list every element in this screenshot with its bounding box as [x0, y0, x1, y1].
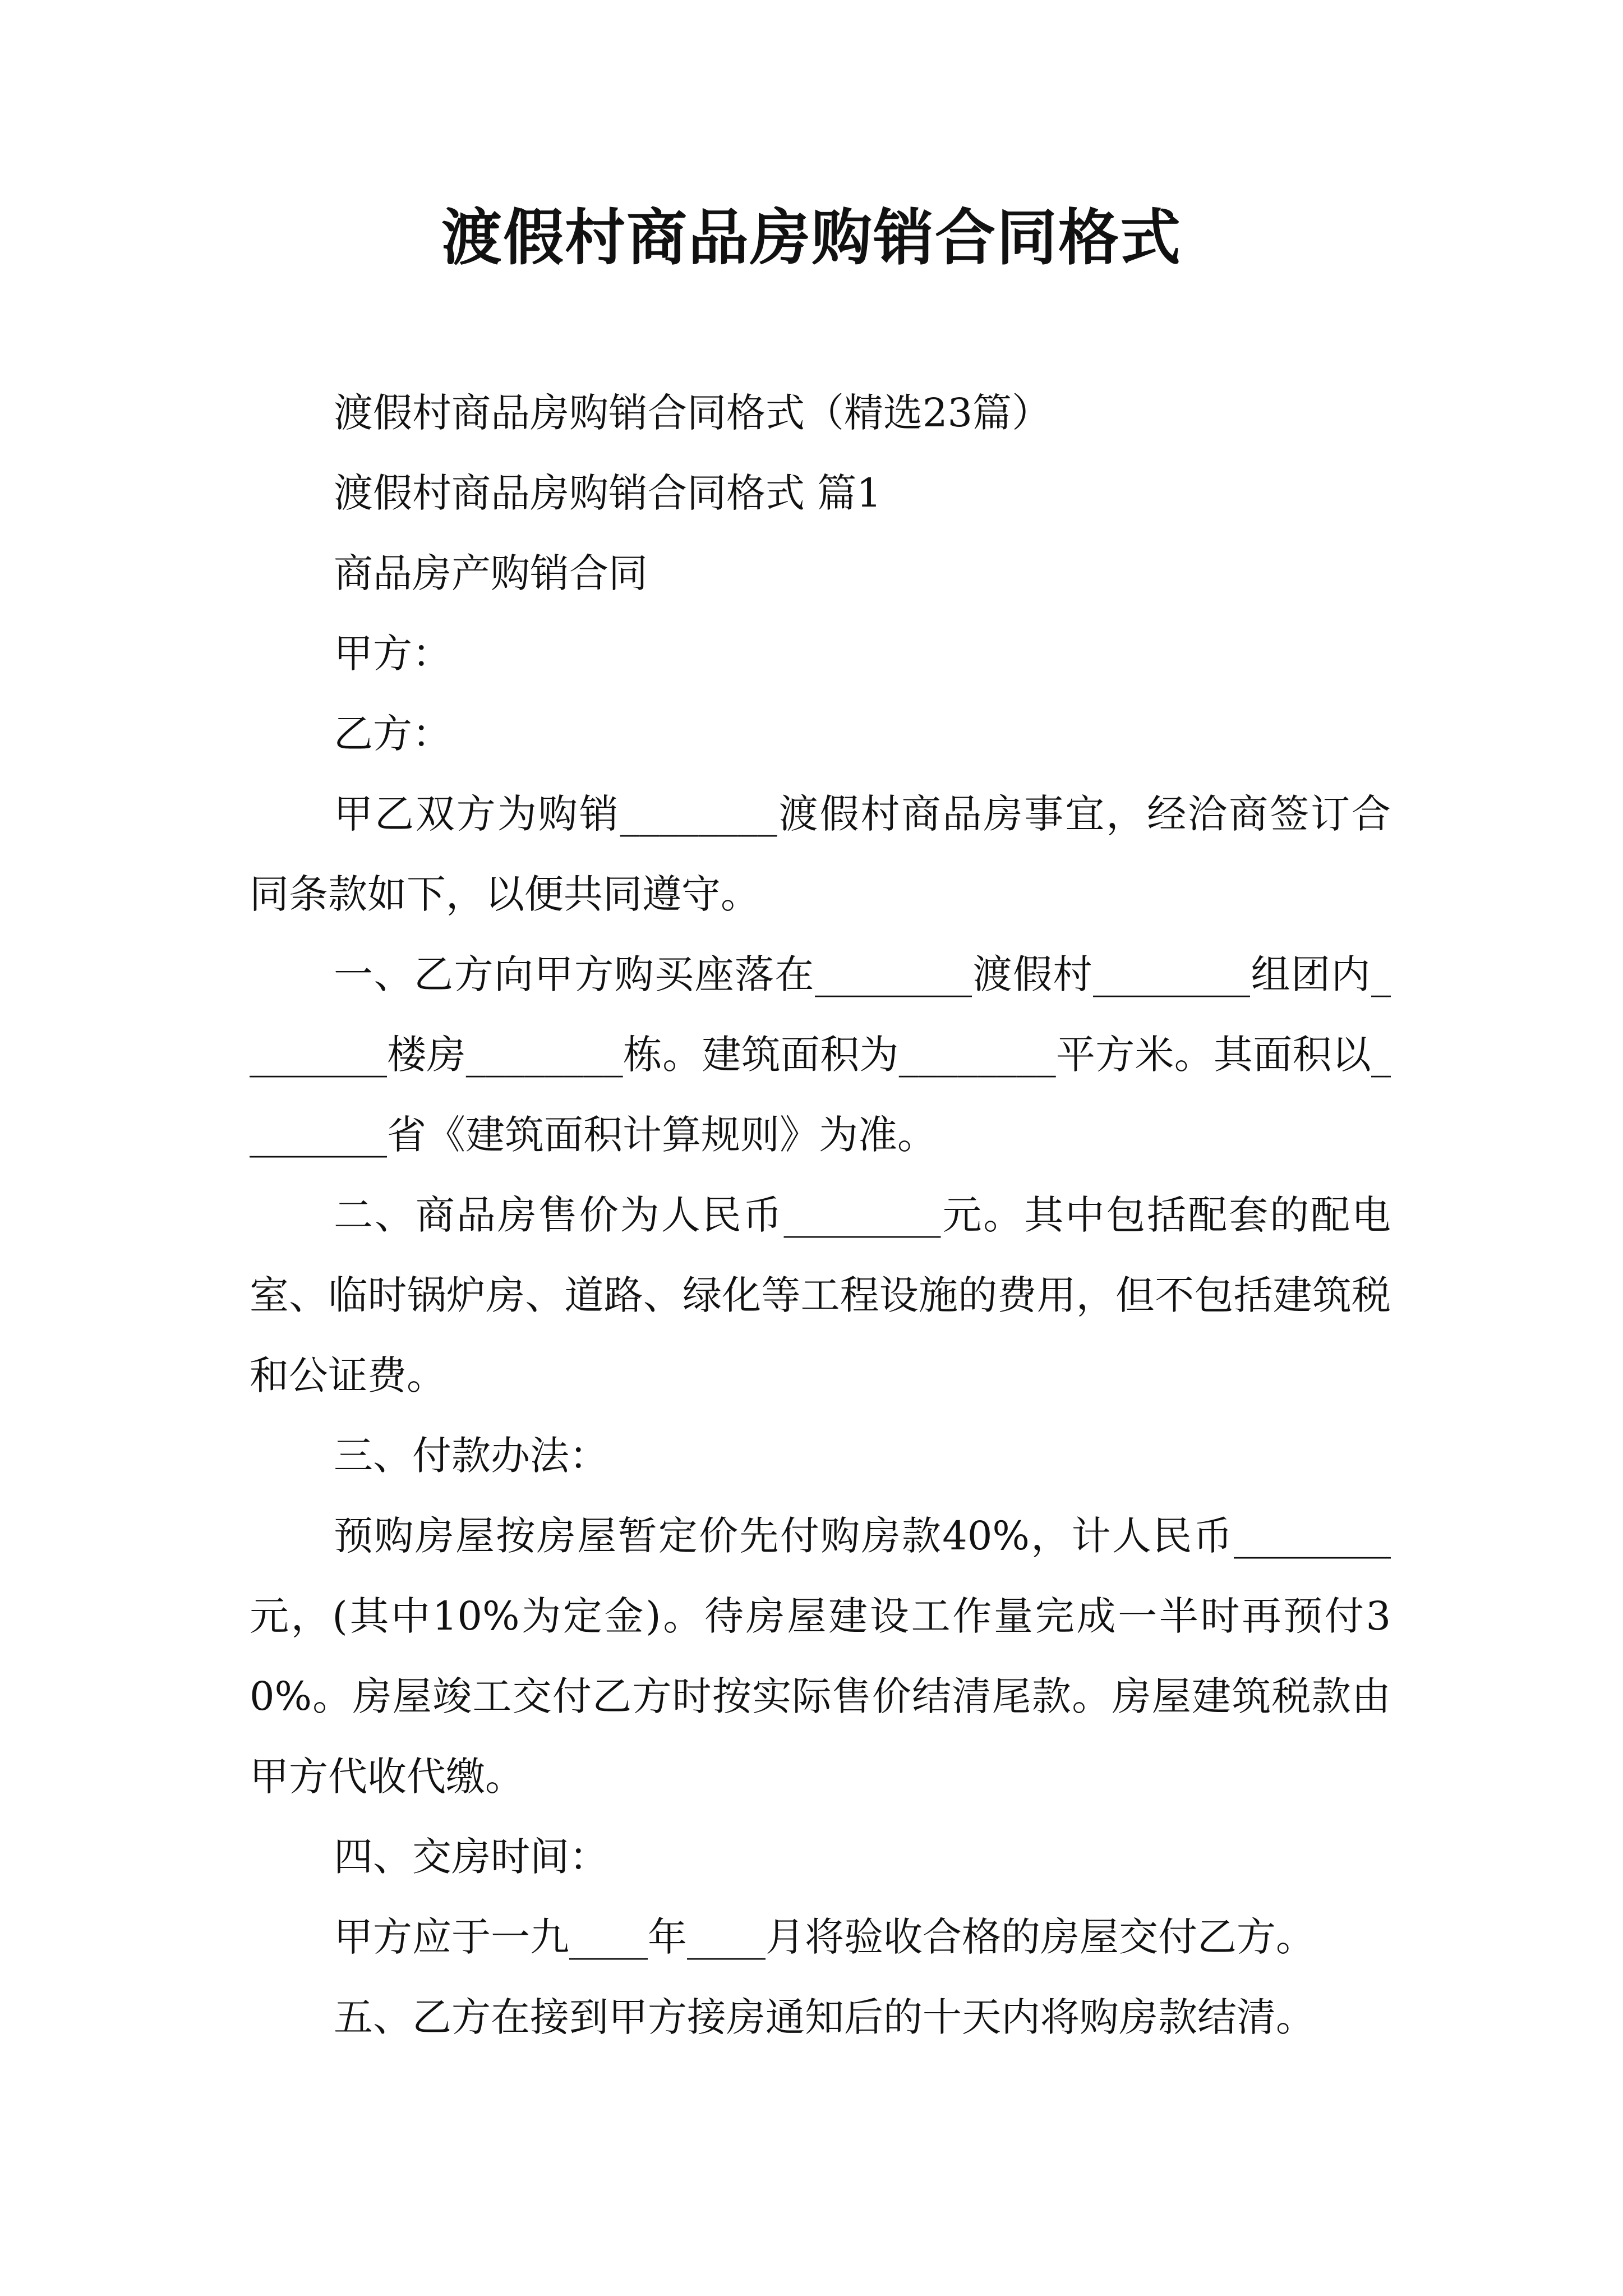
document-body: [250, 373, 1391, 2058]
paragraph-delivery-time: 甲方应于一九____年____月将验收合格的房屋交付乙方。: [334, 1914, 1315, 1960]
paragraph-party-b: 乙方：: [334, 711, 451, 757]
paragraph-clause-1: 一、乙方向甲方购买座落在________渡假村________组团内________楼房________栋。建筑面积为________平方米。其面积以________省《建筑面积计算规则》为准。: [250, 951, 1391, 1158]
paragraph-clause-4-heading: 四、交房时间：: [334, 1834, 608, 1880]
paragraph-clause-3-heading: 三、付款办法：: [334, 1433, 608, 1479]
document-title: 渡假村商品房购销合同格式: [441, 203, 1182, 273]
paragraph-preamble: 甲乙双方为购销________渡假村商品房事宜，经洽商签订合同条款如下，以便共同遵守。: [250, 791, 1391, 917]
paragraph-payment-terms: 预购房屋按房屋暂定价先付购房款40%，计人民币________元，(其中10%为定金)。待房屋建设工作量完成一半时再预付30%。房屋竣工交付乙方时按实际售价结清尾款。房屋建筑税款由甲方代收代缴。: [250, 1513, 1391, 1800]
paragraph-section-heading: 渡假村商品房购销合同格式 篇1: [334, 470, 882, 516]
paragraph-contract-name: 商品房产购销合同: [334, 550, 648, 596]
paragraph-clause-5: 五、乙方在接到甲方接房通知后的十天内将购房款结清。: [334, 1994, 1315, 2040]
paragraph-party-a: 甲方：: [334, 631, 451, 677]
paragraph-collection-heading: 渡假村商品房购销合同格式（精选23篇）: [334, 390, 1052, 436]
paragraph-clause-2: 二、商品房售价为人民币________元。其中包括配套的配电室、临时锅炉房、道路、绿化等工程设施的费用，但不包括建筑税和公证费。: [250, 1192, 1391, 1398]
